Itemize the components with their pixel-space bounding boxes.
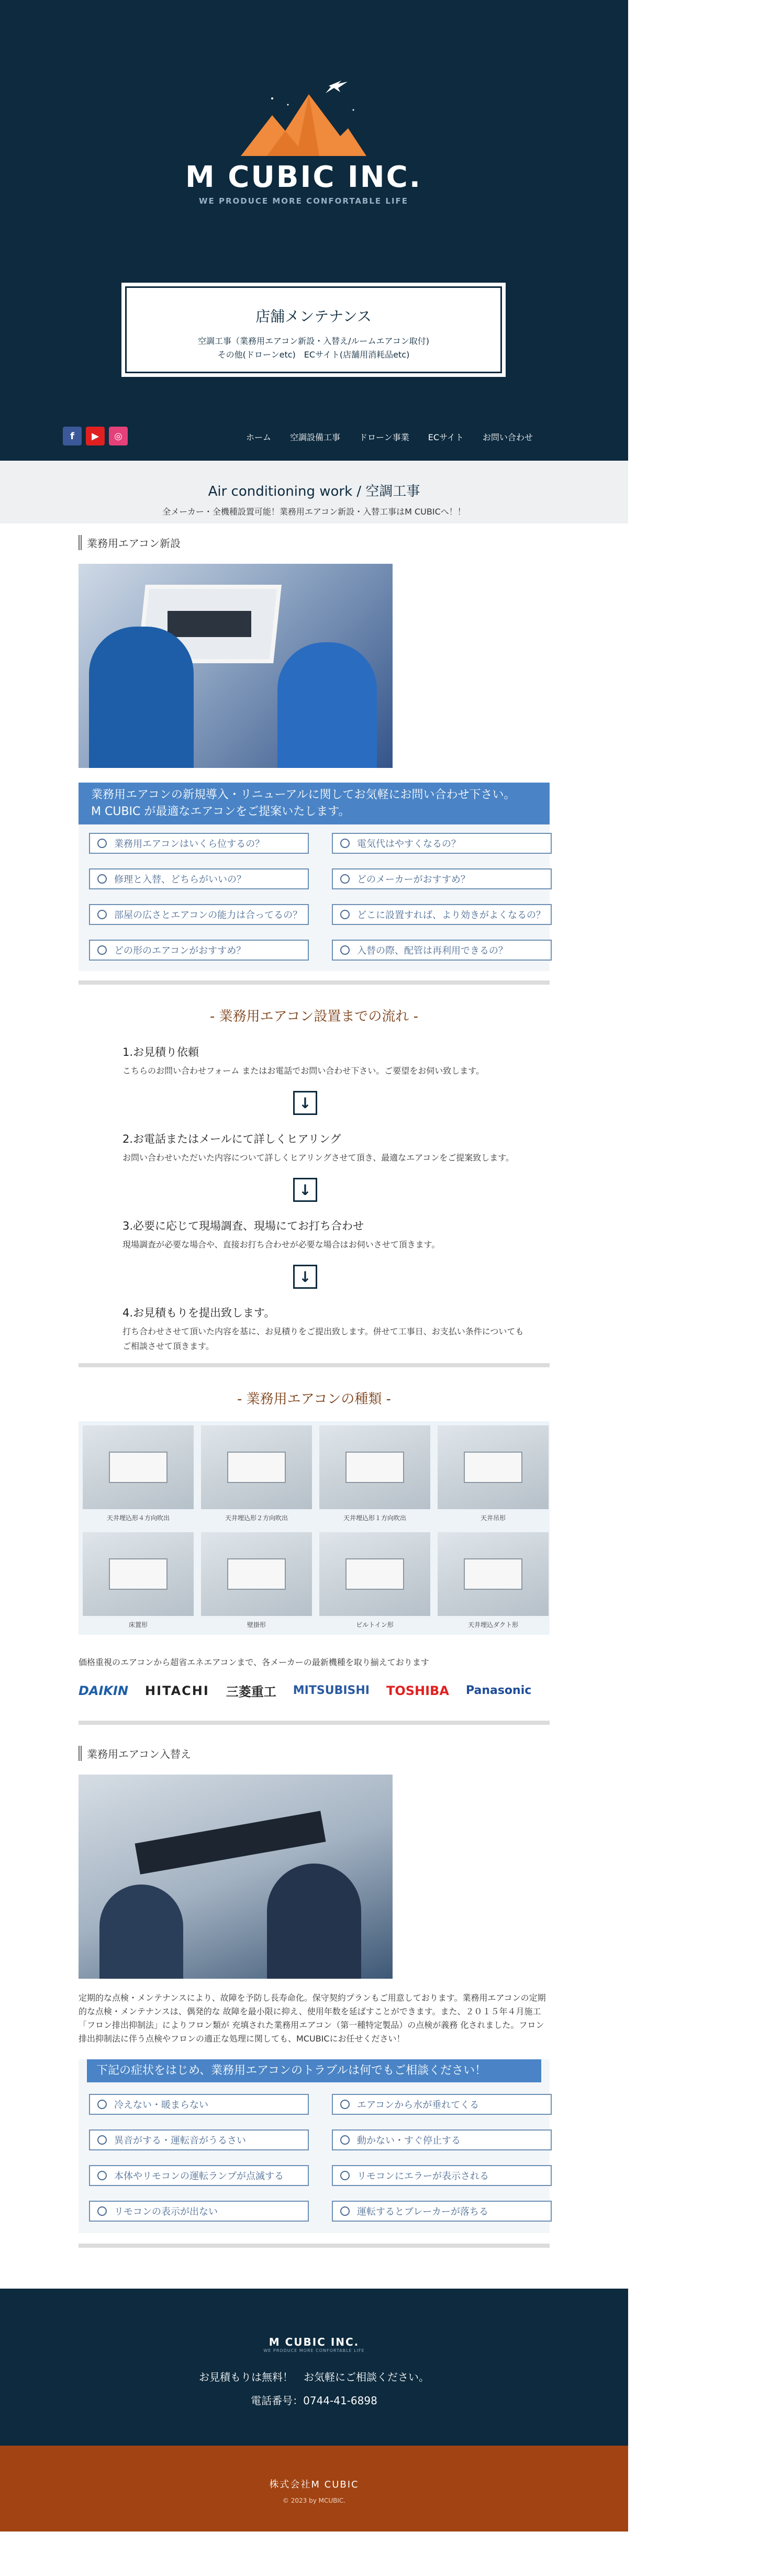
faq-text: 電気代はやすくなるの？	[357, 839, 461, 850]
type-card	[201, 1532, 312, 1631]
arrow-down-icon: ↓	[293, 1178, 317, 1202]
footer-cta: お見積もりは無料！ お気軽にご相談ください。	[199, 2371, 429, 2383]
copyright-bar	[0, 2446, 628, 2532]
circle-icon	[97, 839, 107, 848]
inquiry-banner	[79, 783, 550, 824]
faq-area	[79, 824, 550, 971]
step-text: 現場調査が必要な場合や、直接お打ち合わせが必要な場合はお伺いさせて頂きます。	[122, 1240, 440, 1250]
faq-item[interactable]	[89, 940, 309, 961]
facebook-icon[interactable]: f	[63, 427, 82, 445]
page-subtitle: 全メーカー・全機種設置可能！業務用エアコン新設・入替工事はM CUBICへ！！	[162, 507, 466, 517]
circle-icon	[97, 874, 107, 884]
divider	[79, 980, 550, 985]
trouble-text: リモコンの表示が出ない	[114, 2206, 218, 2217]
circle-icon	[97, 945, 107, 955]
divider	[79, 1721, 550, 1725]
nav-aircon[interactable]: 空調設備工事	[290, 432, 341, 442]
aircon-photo	[201, 1425, 312, 1509]
mhi-logo: 三菱重工	[226, 1685, 276, 1699]
aircon-photo	[83, 1532, 194, 1616]
type-card	[319, 1425, 430, 1524]
trouble-area	[79, 2059, 550, 2233]
aircon-photo	[438, 1425, 549, 1509]
trouble-item[interactable]	[332, 2094, 552, 2115]
aircon-photo	[201, 1532, 312, 1616]
circle-icon	[340, 839, 350, 848]
step-text: お問い合わせいただいた内容について詳しくヒアリングさせて頂き、最適なエアコンをご提案致します。	[122, 1153, 515, 1163]
flow-step	[122, 1304, 531, 1354]
circle-icon	[97, 2135, 107, 2145]
main-content	[0, 535, 628, 2248]
toshiba-logo: TOSHIBA	[386, 1683, 449, 1698]
circle-icon	[340, 2100, 350, 2109]
faq-text: 入替の際、配管は再利用できるの？	[357, 945, 508, 956]
step-text: 打ち合わせさせて頂いた内容を基に、お見積りをご提出致します。併せて工事日、お支払い条件についてもご相談させて頂きます。	[122, 1326, 524, 1351]
faq-item[interactable]	[89, 833, 309, 854]
trouble-text: 異音がする・運転音がうるさい	[114, 2135, 246, 2146]
trouble-item[interactable]	[332, 2165, 552, 2186]
type-card	[438, 1532, 549, 1631]
arrow-down-icon: ↓	[293, 1091, 317, 1115]
banner-line: M CUBIC が最適なエアコンをご提案いたします。	[91, 805, 350, 818]
faq-grid	[86, 833, 545, 961]
trouble-grid	[79, 2094, 550, 2222]
brand-logos	[79, 1681, 550, 1700]
circle-icon	[340, 910, 350, 919]
replace-photo	[79, 1775, 393, 1979]
type-label: 天井埋込形１方向吹出	[343, 1514, 406, 1522]
arrow-down-icon: ↓	[293, 1265, 317, 1289]
aircon-photo	[83, 1425, 194, 1509]
circle-icon	[340, 2171, 350, 2180]
replace-paragraph: 定期的な点検・メンテナンスにより、故障を予防し長寿命化。保守契約プランもご用意しております。業務用エアコンの定期的な点検・メンテナンスは、偶発的な 故障を最小限に抑え、使用年数を延ばすことができます。また、２０１５年４月施工「フロン排出抑制法」によりフロン類が 充填された業務用エアコン（第一種特定製品）の点検が義務 化されました。フロン排出抑制法に伴う点検やフロンの適正な処理に関しても、MCUBICにお任せください！	[79, 1993, 546, 2044]
trouble-item[interactable]	[332, 2201, 552, 2222]
circle-icon	[340, 2135, 350, 2145]
type-label: 床置形	[128, 1621, 148, 1629]
faq-text: どこに設置すれば、より効きがよくなるの？	[357, 910, 545, 921]
circle-icon	[340, 2206, 350, 2216]
flow-title: - 業務用エアコン設置までの流れ -	[210, 1009, 418, 1024]
aircon-photo	[438, 1532, 549, 1616]
copyright-text: © 2023 by MCUBIC.	[282, 2497, 346, 2504]
faq-item[interactable]	[332, 833, 552, 854]
instagram-icon[interactable]: ◎	[109, 427, 128, 445]
nav-contact[interactable]: お問い合わせ	[482, 432, 533, 442]
types-grid	[79, 1421, 550, 1635]
company-name: 株式会社M CUBIC	[269, 2479, 359, 2490]
trouble-banner: 下記の症状をはじめ、業務用エアコンのトラブルは何でもご相談ください！	[87, 2059, 541, 2082]
trouble-text: エアコンから水が垂れてくる	[357, 2100, 479, 2111]
faq-text: 修理と入替、どちらがいいの？	[114, 874, 246, 885]
section-heading-replace: 業務用エアコン入替え	[79, 1746, 550, 1761]
types-note: 価格重視のエアコンから超省エネエアコンまで、各メーカーの最新機種を取り揃えております	[79, 1657, 429, 1667]
circle-icon	[340, 945, 350, 955]
site-footer	[0, 2289, 628, 2446]
circle-icon	[97, 910, 107, 919]
aircon-photo	[319, 1425, 430, 1509]
trouble-text: 本体やリモコンの運転ランプが点滅する	[114, 2171, 284, 2182]
social-links	[63, 427, 128, 445]
logo[interactable]	[183, 79, 424, 230]
shop-title: 店舗メンテナンス	[255, 308, 372, 325]
nav-drone[interactable]: ドローン事業	[359, 432, 409, 442]
daikin-logo: DAIKIN	[79, 1683, 129, 1698]
trouble-item[interactable]	[89, 2165, 309, 2186]
hitachi-logo: HITACHI	[145, 1683, 209, 1698]
shop-line: その他(ドローンetc) ECサイト(店舗用消耗品etc)	[217, 350, 410, 360]
section-heading-new-install: 業務用エアコン新設	[79, 535, 550, 550]
page-title: Air conditioning work / 空調工事	[208, 484, 420, 499]
flow-step	[122, 1218, 531, 1252]
step-title: 3.必要に応じて現場調査、現場にてお打ち合わせ	[122, 1220, 364, 1232]
flow-step	[122, 1131, 531, 1165]
faq-item[interactable]	[89, 904, 309, 925]
trouble-item[interactable]	[89, 2094, 309, 2115]
panasonic-logo: Panasonic	[465, 1684, 532, 1697]
faq-item[interactable]	[332, 940, 552, 961]
mountain-logo-icon	[236, 79, 372, 157]
brand-name: M CUBIC INC.	[185, 160, 422, 194]
step-title: 4.お見積もりを提出致します。	[122, 1307, 275, 1319]
site-header	[0, 0, 759, 461]
flow-step	[122, 1044, 531, 1078]
step-title: 1.お見積り依頼	[122, 1046, 199, 1058]
faq-text: 部屋の広さとエアコンの能力は合ってるの？	[114, 910, 303, 921]
type-label: 壁掛形	[247, 1621, 266, 1629]
header-background	[0, 0, 628, 461]
youtube-icon[interactable]: ▶	[86, 427, 105, 445]
type-card	[201, 1425, 312, 1524]
nav-ec-site[interactable]: ECサイト	[428, 432, 464, 442]
shop-info-box	[121, 283, 506, 377]
step-text: こちらのお問い合わせフォーム またはお電話でお問い合わせ下さい。ご要望をお伺い致します。	[122, 1066, 485, 1076]
type-card	[319, 1532, 430, 1631]
faq-item[interactable]	[89, 868, 309, 889]
nav-home[interactable]: ホーム	[246, 432, 272, 442]
trouble-text: 動かない・すぐ停止する	[357, 2135, 461, 2146]
type-label: 天井埋込形４方向吹出	[106, 1514, 170, 1522]
footer-tagline: WE PRODUCE MORE CONFORTABLE LIFE	[263, 2348, 365, 2353]
circle-icon	[97, 2171, 107, 2180]
type-label: 天井埋込形２方向吹出	[225, 1514, 288, 1522]
trouble-text: 冷えない・暖まらない	[114, 2100, 208, 2111]
type-card	[438, 1425, 549, 1524]
type-card	[83, 1425, 194, 1524]
type-card	[83, 1532, 194, 1631]
faq-text: どのメーカーがおすすめ？	[357, 874, 470, 885]
type-label: 天井埋込ダクト形	[467, 1621, 518, 1629]
trouble-text: リモコンにエラーが表示される	[357, 2171, 489, 2182]
faq-item[interactable]	[332, 868, 552, 889]
type-label: ビルトイン形	[356, 1621, 394, 1629]
type-label: 天井吊形	[480, 1514, 506, 1522]
footer-phone[interactable]: 電話番号：0744-41-6898	[251, 2394, 377, 2407]
section-title-band	[0, 461, 628, 523]
circle-icon	[340, 874, 350, 884]
trouble-text: 運転するとブレーカーが落ちる	[357, 2206, 488, 2217]
divider	[79, 2244, 550, 2248]
trouble-item[interactable]	[89, 2201, 309, 2222]
faq-item[interactable]	[332, 904, 552, 925]
types-title: - 業務用エアコンの種類 -	[237, 1391, 391, 1407]
divider	[79, 1363, 550, 1367]
circle-icon	[97, 2100, 107, 2109]
circle-icon	[97, 2206, 107, 2216]
install-photo	[79, 564, 393, 768]
faq-text: 業務用エアコンはいくら位するの？	[114, 839, 265, 850]
aircon-photo	[319, 1532, 430, 1616]
faq-text: どの形のエアコンがおすすめ？	[114, 945, 246, 956]
trouble-item[interactable]	[89, 2129, 309, 2150]
brand-tagline: WE PRODUCE MORE CONFORTABLE LIFE	[198, 196, 409, 206]
trouble-item[interactable]	[332, 2129, 552, 2150]
main-nav	[246, 431, 533, 443]
shop-line: 空調工事（業務用エアコン新設・入替え/ルームエアコン取付)	[197, 336, 430, 346]
footer-brand: M CUBIC INC.	[269, 2336, 360, 2348]
step-title: 2.お電話またはメールにて詳しくヒアリング	[122, 1133, 341, 1145]
mitsubishi-logo: MITSUBISHI	[293, 1684, 370, 1697]
banner-line: 業務用エアコンの新規導入・リニューアルに関してお気軽にお問い合わせ下さい。	[91, 788, 516, 801]
